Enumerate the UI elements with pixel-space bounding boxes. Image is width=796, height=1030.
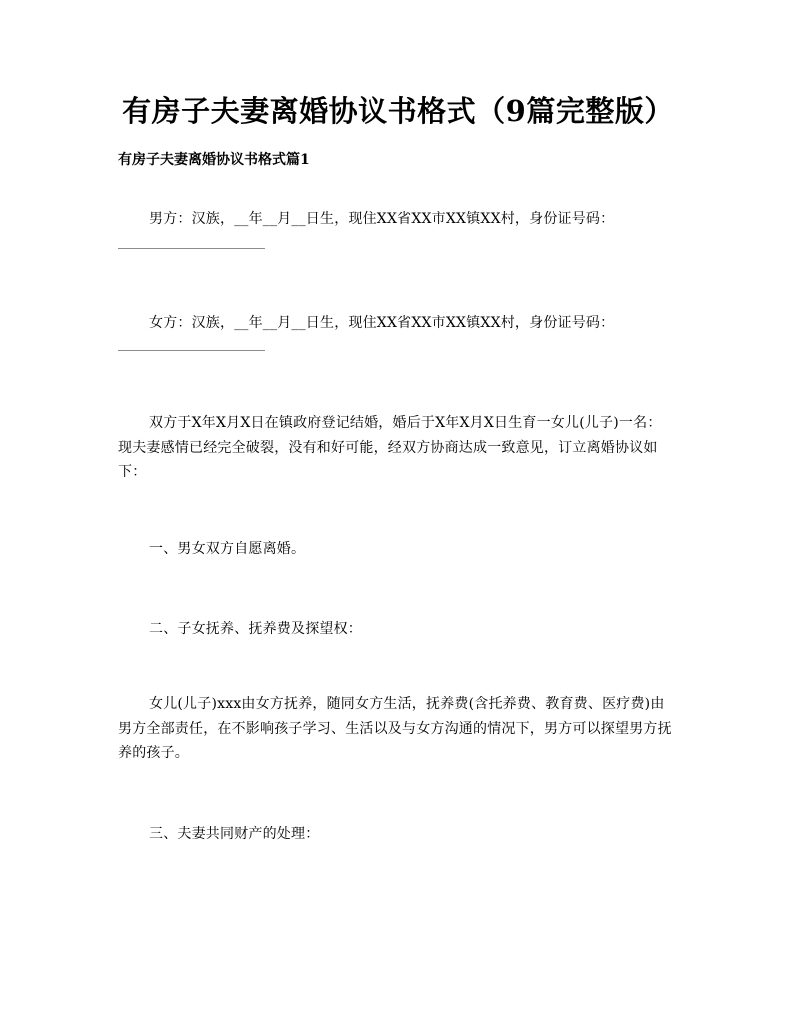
document-title: 有房子夫妻离婚协议书格式（9篇完整版） [122,94,674,128]
clause-3-property: 三、夫妻共同财产的处理： [149,826,320,842]
paragraph-female-party: 女方：汉族，__年__月__日生，现住XX省XX市XX镇XX村，身份证号码： [149,315,615,331]
section-heading: 有房子夫妻离婚协议书格式篇1 [118,152,310,168]
id-number-blank-line [118,248,265,249]
paragraph-marriage-background: 双方于X年X月X日在镇政府登记结婚，婚后于X年X月X日生育一女儿(儿子)一名：现夫妻感情已经完全破裂，没有和好可能，经双方协商达成一致意见，订立离婚协议如下： [118,415,662,480]
paragraph-custody-details: 女儿(儿子)xxx由女方抚养，随同女方生活，抚养费(含托养费、教育费、医疗费)由男方全部责任，在不影响孩子学习、生活以及与女方沟通的情况下，男方可以探望男方抚养的孩子。 [118,696,672,761]
paragraph-male-party: 男方：汉族，__年__月__日生，现住XX省XX市XX镇XX村，身份证号码： [149,211,615,227]
id-number-blank-line [118,350,265,351]
clause-2-custody: 二、子女抚养、抚养费及探望权： [149,621,362,637]
clause-1-divorce: 一、男女双方自愿离婚。 [149,541,306,557]
